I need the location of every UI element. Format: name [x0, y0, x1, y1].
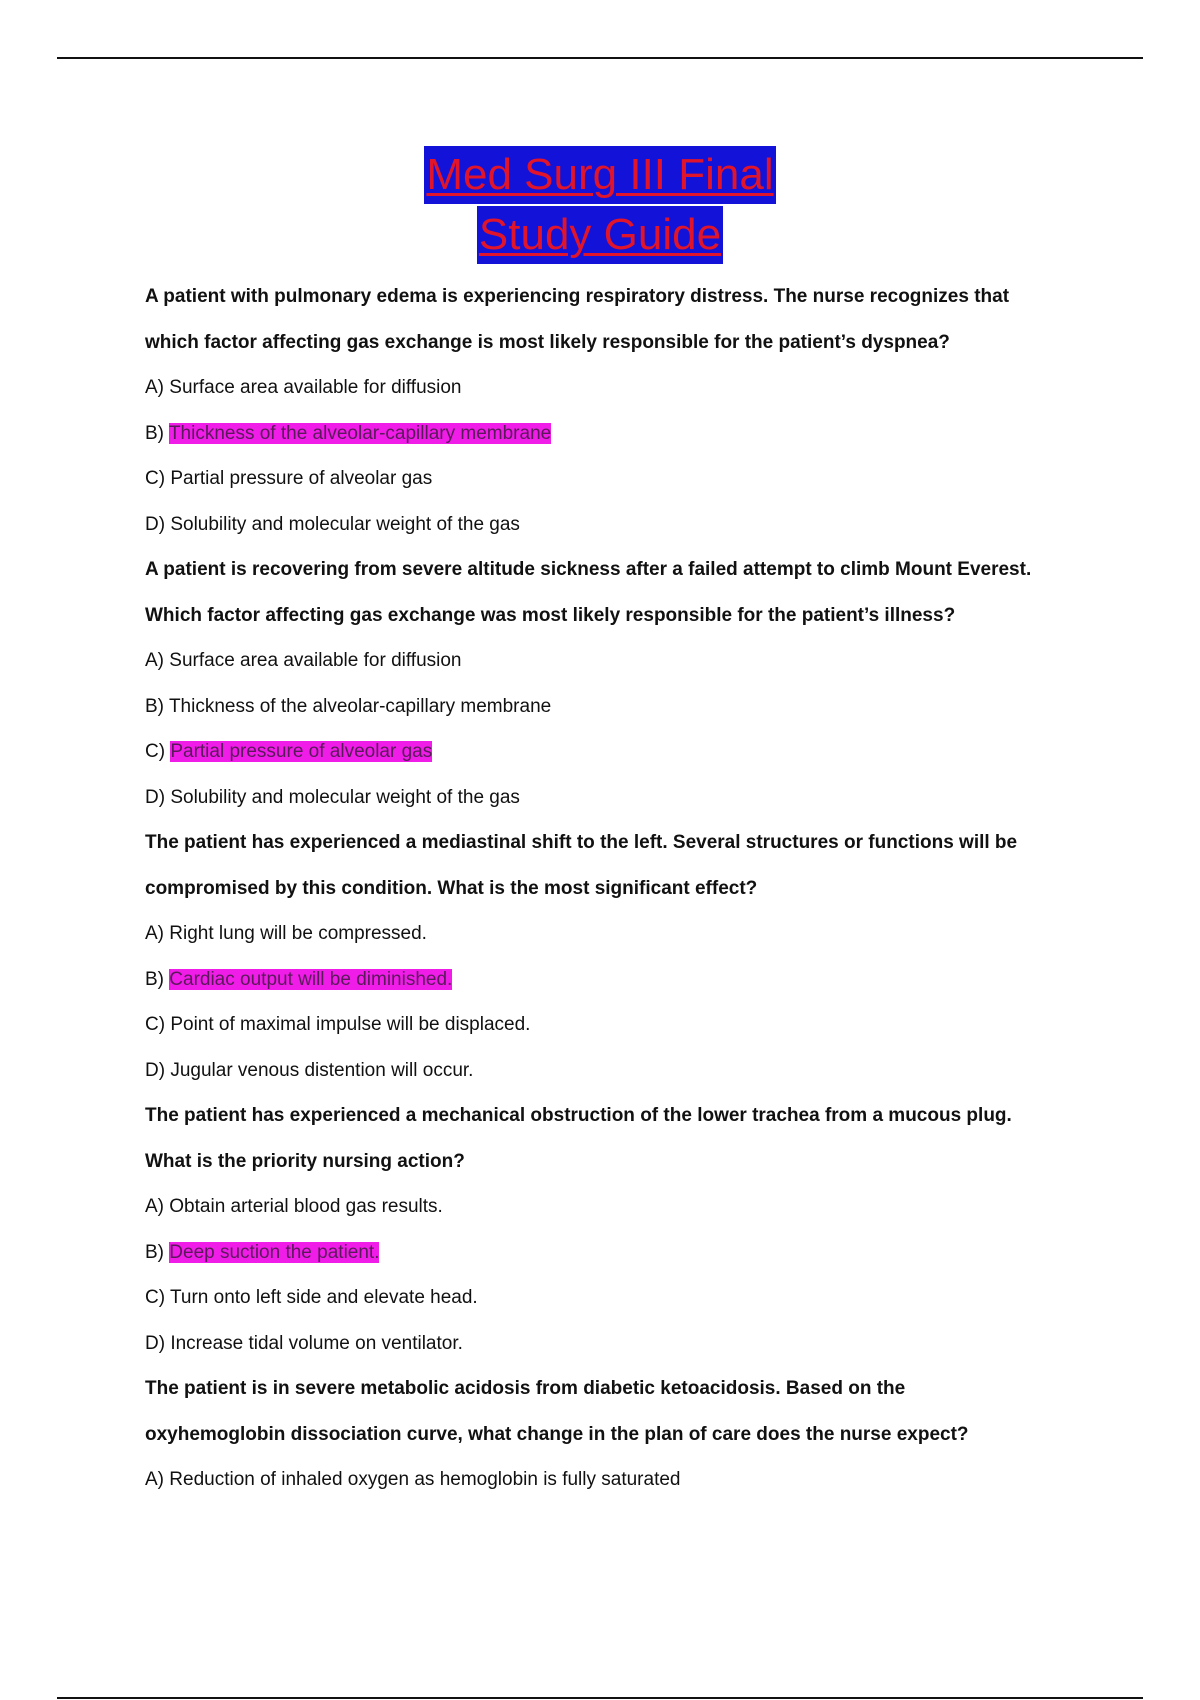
answer-option-a [145, 1457, 1105, 1503]
option-prefix: B) [145, 968, 170, 990]
answer-option-c [145, 1002, 1105, 1048]
highlighted-answer: Cardiac output will be diminished. [169, 968, 453, 990]
option-text: Partial pressure of alveolar gas [170, 468, 433, 489]
option-text: Turn onto left side and elevate head. [169, 1287, 478, 1308]
answer-option-c [145, 1275, 1105, 1321]
option-text: Increase tidal volume on ventilator. [170, 1332, 463, 1354]
page-top-rule [57, 57, 1143, 59]
option-prefix: B) [145, 1241, 170, 1263]
question-stem-line: compromised by this condition. What is the most significant effect? [145, 877, 758, 899]
option-text: Surface area available for diffusion [169, 650, 462, 671]
answer-option-d [145, 502, 1105, 548]
answer-option-a [145, 1184, 1105, 1230]
page-bottom-rule [57, 1697, 1143, 1699]
title-line-1 [0, 146, 1200, 206]
option-prefix: A) [145, 1196, 170, 1217]
question-block [145, 1093, 1105, 1366]
option-prefix: A) [145, 377, 170, 398]
option-prefix: C) [145, 741, 171, 762]
title-text-1: Med Surg III Final [424, 146, 775, 204]
question-stem-line: The patient has experienced a mediastinal shift to the left. Several structures or functions will be [145, 832, 1018, 853]
question-stem-line: What is the priority nursing action? [145, 1150, 465, 1172]
option-text: Solubility and molecular weight of the gas [170, 513, 520, 535]
option-prefix: D) [145, 786, 171, 808]
answer-option-b [145, 684, 1105, 730]
answer-option-d [145, 775, 1105, 821]
question-stem-line: oxyhemoglobin dissociation curve, what change in the plan of care does the nurse expect? [145, 1423, 969, 1445]
option-text: Obtain arterial blood gas results. [169, 1196, 443, 1217]
option-text: Thickness of the alveolar-capillary membrane [168, 695, 552, 717]
option-text: Solubility and molecular weight of the gas [170, 786, 520, 808]
option-prefix: D) [145, 513, 171, 535]
question-stem-line: A patient is recovering from severe altitude sickness after a failed attempt to climb Mount Everest. [145, 559, 1032, 580]
highlighted-answer: Deep suction the patient. [169, 1241, 380, 1263]
option-prefix: C) [145, 1014, 171, 1035]
question-stem-line: which factor affecting gas exchange is most likely responsible for the patient’s dyspnea? [145, 331, 950, 353]
option-text: Right lung will be compressed. [169, 923, 427, 944]
question-block [145, 274, 1105, 547]
option-text: Surface area available for diffusion [169, 377, 462, 398]
highlighted-answer: Partial pressure of alveolar gas [170, 741, 433, 762]
question-stem-line: The patient is in severe metabolic acidosis from diabetic ketoacidosis. Based on the [145, 1378, 906, 1399]
question-stem-line: Which factor affecting gas exchange was most likely responsible for the patient’s illness? [145, 604, 956, 626]
option-prefix: A) [145, 923, 170, 944]
option-prefix: C) [145, 468, 171, 489]
document-body [145, 274, 1105, 1503]
title-text-2: Study Guide [477, 206, 723, 264]
answer-option-b [145, 1230, 1105, 1276]
option-text: Reduction of inhaled oxygen as hemoglobin is fully saturated [169, 1469, 681, 1490]
answer-option-d [145, 1321, 1105, 1367]
answer-option-c [145, 456, 1105, 502]
option-prefix: B) [145, 422, 169, 444]
option-prefix: D) [145, 1332, 171, 1354]
option-prefix: B) [145, 695, 169, 717]
question-block [145, 1366, 1105, 1503]
title-line-2 [0, 206, 1200, 266]
answer-option-b [145, 957, 1105, 1003]
option-text: Point of maximal impulse will be displaced. [170, 1014, 531, 1035]
option-prefix: A) [145, 650, 170, 671]
highlighted-answer: Thickness of the alveolar-capillary membrane [168, 422, 552, 444]
option-text: Jugular venous distention will occur. [170, 1059, 474, 1081]
answer-option-c [145, 729, 1105, 775]
answer-option-b [145, 411, 1105, 457]
answer-option-d [145, 1048, 1105, 1094]
question-block [145, 820, 1105, 1093]
question-stem-line: A patient with pulmonary edema is experiencing respiratory distress. The nurse recognizes that [145, 286, 1010, 307]
answer-option-a [145, 638, 1105, 684]
option-prefix: A) [145, 1469, 170, 1490]
answer-option-a [145, 365, 1105, 411]
answer-option-a [145, 911, 1105, 957]
document-title [0, 146, 1200, 266]
option-prefix: C) [145, 1287, 170, 1308]
option-prefix: D) [145, 1059, 171, 1081]
question-block [145, 547, 1105, 820]
question-stem-line: The patient has experienced a mechanical obstruction of the lower trachea from a mucous plug. [145, 1105, 1012, 1126]
